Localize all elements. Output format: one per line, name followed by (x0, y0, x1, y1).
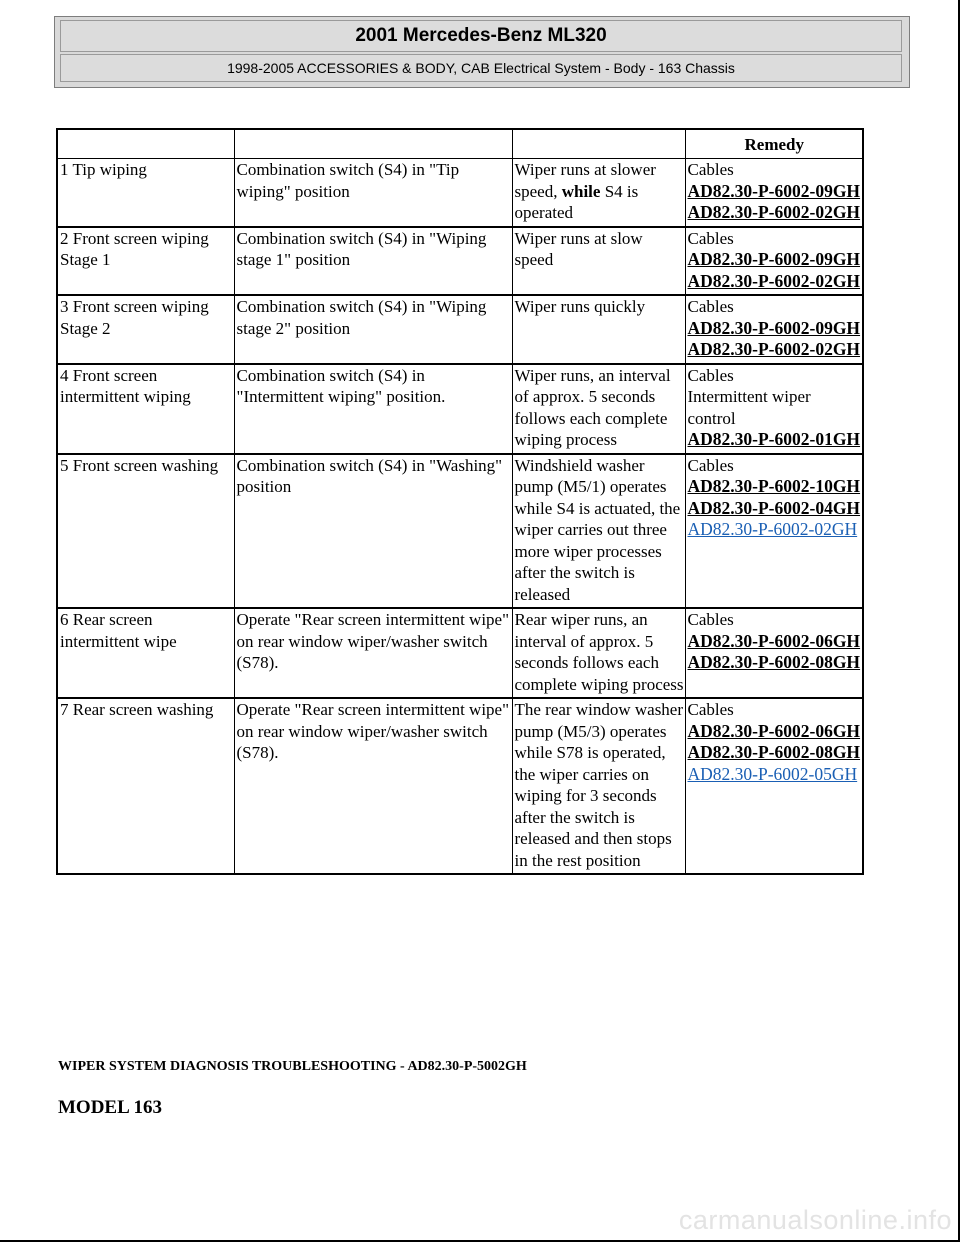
function-cell: 2 Front screen wiping Stage 1 (57, 227, 234, 296)
document-link[interactable]: AD82.30-P-6002-02GH (687, 339, 861, 359)
remedy-text: Intermittent wiper control (687, 387, 811, 428)
document-link[interactable]: AD82.30-P-6002-02GH (687, 270, 861, 291)
result-cell: The rear window washer pump (M5/3) operates while S78 is operated, the wiper carries on wiping for 3 seconds after the switch is released and then stops in the rest position (512, 698, 685, 874)
condition-cell: Combination switch (S4) in "Wiping stage 2" position (234, 295, 512, 364)
model-heading: MODEL 163 (58, 1097, 162, 1118)
document-link[interactable]: AD82.30-P-6002-08GH (687, 652, 861, 672)
document-link[interactable]: AD82.30-P-6002-10GH (687, 476, 861, 496)
table-row (57, 295, 863, 364)
remedy-text: Cables (687, 610, 734, 629)
remedy-text: Cables (687, 455, 734, 475)
table-header-row (57, 129, 863, 159)
remedy-cell (685, 227, 863, 296)
remedy-text: Cables (687, 700, 734, 719)
result-cell: Wiper runs quickly (512, 295, 685, 364)
function-cell: 4 Front screen intermittent wiping (57, 364, 234, 454)
table-row (57, 698, 863, 874)
function-cell: 7 Rear screen washing (57, 698, 234, 874)
remedy-column-header: Remedy (685, 129, 863, 159)
remedy-text: Cables (687, 160, 734, 179)
document-link[interactable]: AD82.30-P-6002-06GH (687, 720, 861, 741)
document-link[interactable]: AD82.30-P-6002-02GH (687, 519, 858, 539)
document-link[interactable]: AD82.30-P-6002-09GH (687, 180, 861, 201)
remedy-text: Cables (687, 297, 734, 316)
remedy-text: Cables (687, 365, 734, 385)
condition-cell: Combination switch (S4) in "Tip wiping" position (234, 159, 512, 227)
remedy-cell (685, 454, 863, 609)
diagnosis-table (56, 128, 864, 875)
remedy-cell (685, 364, 863, 454)
result-cell: Wiper runs at slow speed (512, 227, 685, 296)
function-cell: 5 Front screen washing (57, 454, 234, 609)
remedy-text: Cables (687, 228, 734, 248)
condition-cell: Operate "Rear screen intermittent wipe" on rear window wiper/washer switch (S78). (234, 698, 512, 874)
document-subtitle: 1998-2005 ACCESSORIES & BODY, CAB Electrical System - Body - 163 Chassis (60, 54, 902, 82)
remedy-cell (685, 608, 863, 698)
condition-cell: Combination switch (S4) in "Washing" position (234, 454, 512, 609)
function-cell: 3 Front screen wiping Stage 2 (57, 295, 234, 364)
section-heading: WIPER SYSTEM DIAGNOSIS TROUBLESHOOTING - AD82.30-P-5002GH (58, 1059, 527, 1074)
table-row (57, 227, 863, 296)
document-link[interactable]: AD82.30-P-6002-06GH (687, 630, 861, 651)
remedy-cell (685, 295, 863, 364)
result-cell: Windshield washer pump (M5/1) operates while S4 is actuated, the wiper carries out three more wiper processes after the switch is released (512, 454, 685, 609)
document-link[interactable]: AD82.30-P-6002-09GH (687, 317, 861, 338)
watermark: carmanualsonline.info (678, 1205, 952, 1235)
result-cell: Wiper runs at slower speed, while S4 is operated (512, 159, 685, 227)
table-row (57, 454, 863, 609)
function-cell: 1 Tip wiping (57, 159, 234, 227)
condition-cell: Operate "Rear screen intermittent wipe" on rear window wiper/washer switch (S78). (234, 608, 512, 698)
function-cell: 6 Rear screen intermittent wipe (57, 608, 234, 698)
table-row (57, 608, 863, 698)
document-link[interactable]: AD82.30-P-6002-04GH (687, 497, 861, 518)
remedy-cell (685, 698, 863, 874)
result-cell: Rear wiper runs, an interval of approx. 5 seconds follows each complete wiping process (512, 608, 685, 698)
remedy-cell (685, 159, 863, 227)
result-cell: Wiper runs, an interval of approx. 5 seconds follows each complete wiping process (512, 364, 685, 454)
table-row (57, 159, 863, 227)
table-row (57, 364, 863, 454)
condition-cell: Combination switch (S4) in "Wiping stage 1" position (234, 227, 512, 296)
document-title: 2001 Mercedes-Benz ML320 (60, 20, 902, 52)
document-link[interactable]: AD82.30-P-6002-02GH (687, 202, 861, 222)
condition-cell: Combination switch (S4) in "Intermittent wiping" position. (234, 364, 512, 454)
document-link[interactable]: AD82.30-P-6002-01GH (687, 429, 861, 449)
document-link[interactable]: AD82.30-P-6002-05GH (687, 763, 858, 784)
document-link[interactable]: AD82.30-P-6002-08GH (687, 742, 861, 762)
document-link[interactable]: AD82.30-P-6002-09GH (687, 249, 861, 269)
